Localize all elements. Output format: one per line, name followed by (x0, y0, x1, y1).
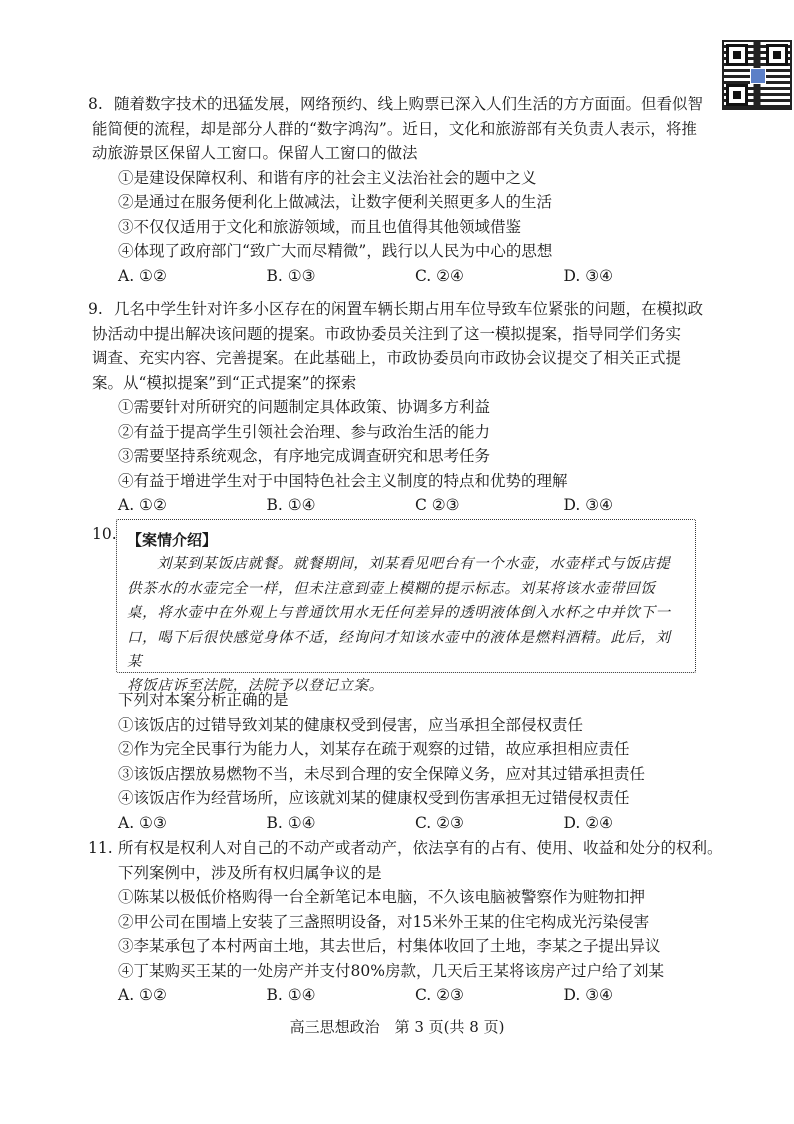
qr-code (722, 40, 792, 110)
statement: ②有益于提高学生引领社会治理、参与政治生活的能力 (118, 422, 491, 441)
question-number: 9. (88, 300, 103, 318)
statement: ①是建设保障权利、和谐有序的社会主义法治社会的题中之义 (118, 168, 537, 187)
stem-line: 协活动中提出解决该问题的提案。市政协委员关注到了这一模拟提案，指导同学们务实 (92, 324, 682, 343)
statement: ③需要坚持系统观念，有序地完成调查研究和思考任务 (118, 447, 491, 465)
option-c[interactable]: C. ②③ (415, 813, 464, 832)
stem-line: 调查、充实内容、完善提案。在此基础上，市政协委员向市政协会议提交了相关正式提 (92, 349, 682, 367)
page-footer: 高三思想政治 第 3 页(共 8 页) (289, 1018, 505, 1036)
statement: ②作为完全民事行为能力人，刘某存在疏于观察的过错，故应承担相应责任 (118, 740, 630, 758)
option-a[interactable]: A. ①② (118, 986, 167, 1004)
case-introduction-box (116, 519, 696, 695)
question-9 (88, 297, 712, 518)
stem-line: 下列案例中，涉及所有权归属争议的是 (118, 863, 382, 882)
option-d[interactable]: D. ②④ (563, 813, 614, 832)
option-c[interactable]: C. ②③ (415, 986, 464, 1004)
statement: ③不仅仅适用于文化和旅游领域，而且也值得其他领域借鉴 (118, 217, 522, 236)
stem-line: 动旅游景区保留人工窗口。保留人工窗口的做法 (92, 144, 418, 162)
answer-options (92, 983, 712, 1008)
answer-options (92, 811, 712, 836)
statement: ④体现了政府部门“致广大而尽精微”，践行以人民为中心的思想 (118, 242, 553, 260)
case-line: 桌，将水壶中在外观上与普通饮用水无任何差异的透明液体倒入水杯之中并饮下一 (127, 605, 671, 622)
statement: ①陈某以极低价格购得一台全新笔记本电脑，不久该电脑被警察作为赃物扣押 (118, 888, 646, 906)
answer-options (92, 493, 712, 518)
statement: ①该饭店的过错导致刘某的健康权受到侵害，应当承担全部侵权责任 (118, 715, 584, 734)
stem-line: 案。从“模拟提案”到“正式提案”的探索 (92, 373, 357, 392)
case-line: 刘某到某饭店就餐。就餐期间，刘某看见吧台有一个水壶，水壶样式与饭店提 (157, 556, 671, 573)
option-b[interactable]: B. ①④ (266, 986, 316, 1004)
option-b[interactable]: B. ①④ (266, 813, 316, 832)
statement: ②甲公司在围墙上安装了三盏照明设备，对15米外王某的住宅构成光污染侵害 (118, 912, 650, 931)
question-8 (88, 92, 712, 288)
statement: ②是通过在服务便利化上做减法，让数字便利关照更多人的生活 (118, 193, 553, 211)
case-line: 口，喝下后很快感觉身体不适，经询问才知该水壶中的液体是燃料酒精。此后，刘某 (127, 629, 671, 671)
option-c[interactable]: C. ②④ (415, 266, 464, 285)
option-b[interactable]: B. ①④ (266, 496, 316, 514)
statement: ③李某承包了本村两亩土地，其去世后，村集体收回了土地，李某之子提出异议 (118, 937, 661, 955)
stem-line: 所有权是权利人对自己的不动产或者动产，依法享有的占有、使用、收益和处分的权利。 (118, 839, 723, 857)
answer-options (92, 264, 712, 289)
option-d[interactable]: D. ③④ (563, 986, 614, 1004)
case-title: 【案情介绍】 (127, 531, 218, 549)
stem-line: 能简便的流程，却是部分人群的“数字鸿沟”。近日，文化和旅游部有关负责人表示，将推 (92, 119, 697, 138)
statement: ④有益于增进学生对于中国特色社会主义制度的特点和优势的理解 (118, 471, 568, 490)
option-b[interactable]: B. ①③ (266, 266, 316, 285)
case-line: 将饭店诉至法院，法院予以登记立案。 (127, 678, 384, 695)
option-a[interactable]: A. ①③ (118, 813, 167, 832)
statement: ①需要针对所研究的问题制定具体政策、协调多方利益 (118, 398, 491, 416)
option-a[interactable]: A. ①② (118, 266, 167, 285)
option-d[interactable]: D. ③④ (563, 496, 614, 514)
option-a[interactable]: A. ①② (118, 496, 167, 514)
question-10 (92, 688, 712, 835)
stem-line: 下列对本案分析正确的是 (118, 691, 289, 709)
case-line: 供茶水的水壶完全一样，但未注意到壶上模糊的提示标志。刘某将该水壶带回饭 (127, 580, 656, 597)
statement: ④丁某购买王某的一处房产并支付80%房款，几天后王某将该房产过户给了刘某 (118, 961, 664, 980)
statement: ④该饭店作为经营场所，应该就刘某的健康权受到伤害承担无过错侵权责任 (118, 789, 630, 807)
question-number: 11. (88, 839, 113, 857)
option-c[interactable]: C ②③ (415, 496, 460, 514)
statement: ③该饭店摆放易燃物不当，未尽到合理的安全保障义务，应对其过错承担责任 (118, 764, 646, 783)
question-number: 10. (92, 525, 117, 543)
stem-line: 几名中学生针对许多小区存在的闲置车辆长期占用车位导致车位紧张的问题，在模拟政 (114, 300, 704, 318)
question-number: 8. (88, 95, 103, 113)
stem-line: 随着数字技术的迅猛发展，网络预约、线上购票已深入人们生活的方方面面。但看似智 (114, 95, 704, 113)
option-d[interactable]: D. ③④ (563, 266, 614, 285)
question-11 (88, 836, 723, 1008)
